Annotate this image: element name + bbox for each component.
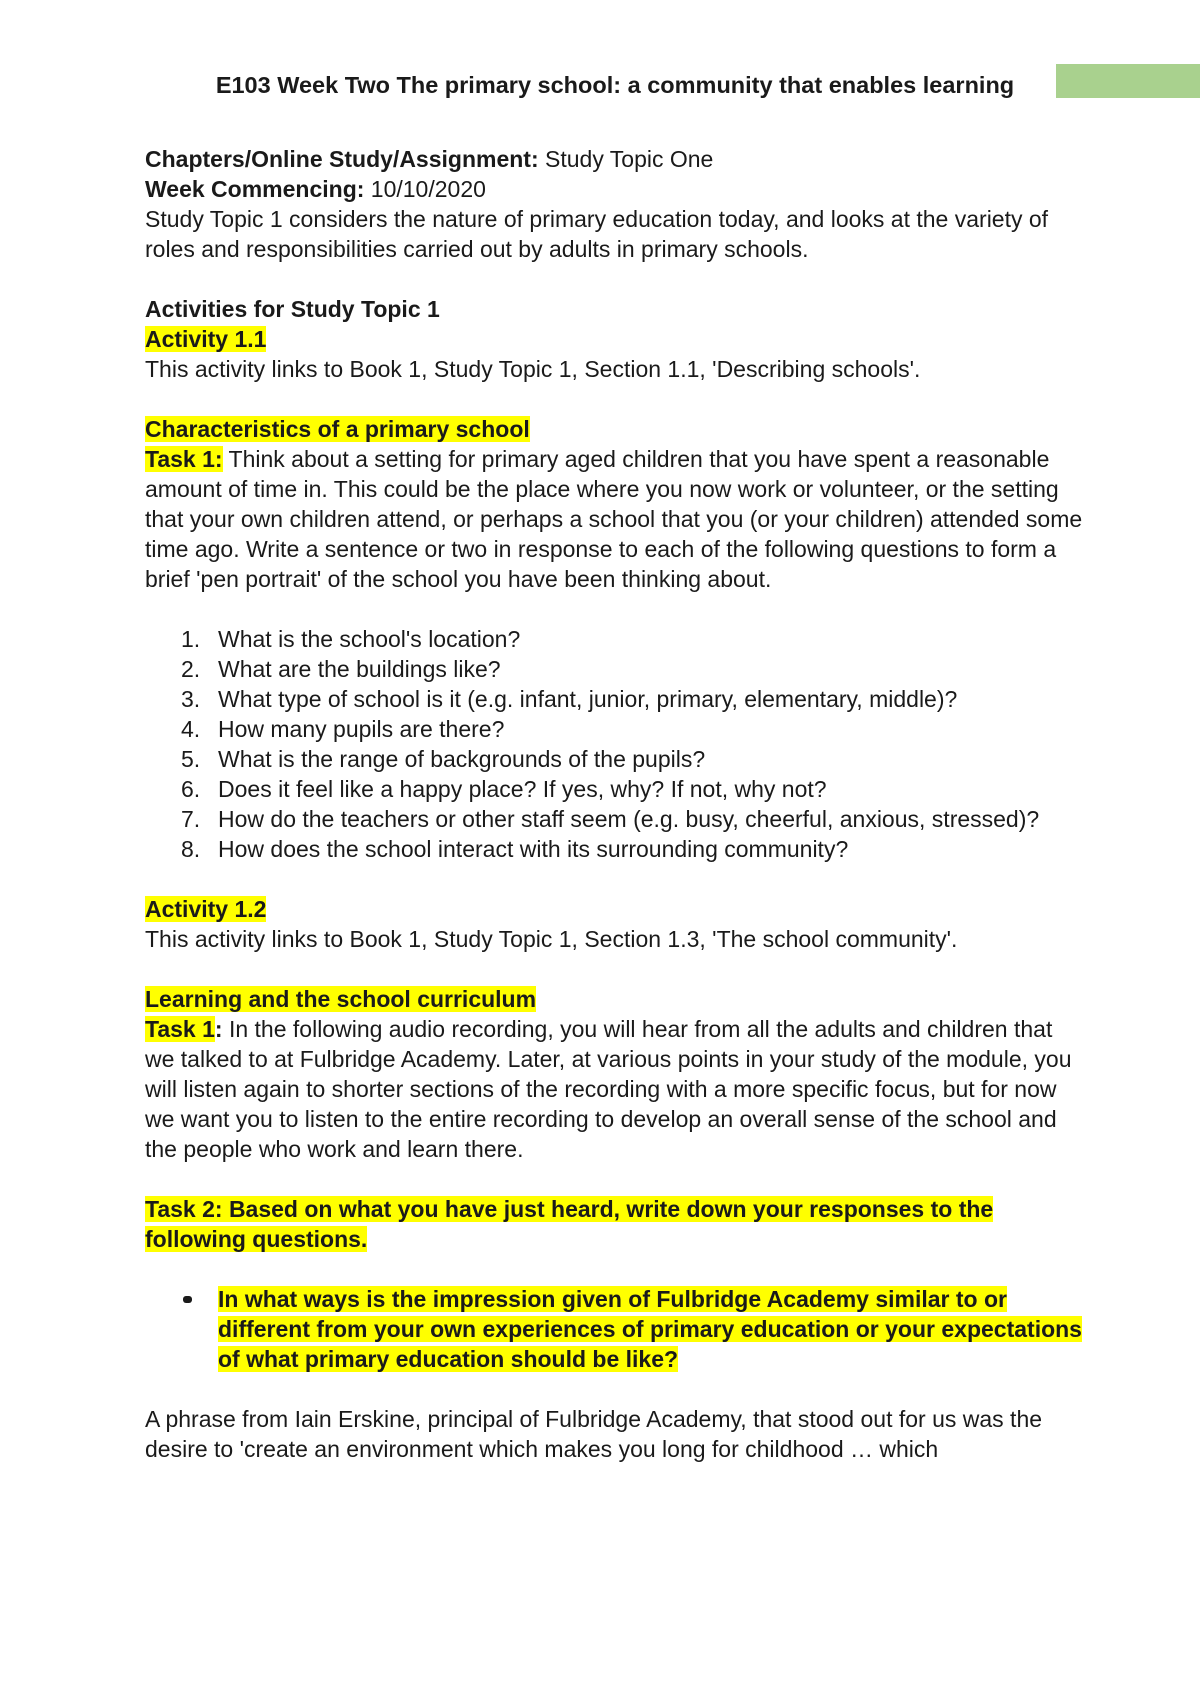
bullet-list — [145, 1284, 1085, 1374]
question-list — [145, 624, 1085, 864]
task-1-text: In the following audio recording, you will hear from all the adults and children that we talked to at Fulbridge Academy. Later, at various points in your study of the module, you will listen again to shorter sections of the recording with a more specific focus, but for now we want you to listen to the entire recording to develop an overall sense of the school and the people who work and learn there. — [145, 1016, 1072, 1162]
list-item-text: What is the school's location? — [218, 626, 521, 652]
list-item — [145, 744, 1085, 774]
list-number: 2. — [181, 656, 201, 682]
list-item — [145, 714, 1085, 744]
bullet-icon — [183, 1296, 192, 1303]
intro-paragraph: Study Topic 1 considers the nature of primary education today, and looks at the variety of roles and responsibilities carried out by adults in primary schools. — [145, 206, 1049, 262]
chapters-line — [145, 144, 1085, 174]
list-item — [145, 804, 1085, 834]
closing-paragraph: A phrase from Iain Erskine, principal of Fulbridge Academy, that stood out for us was the desire to 'create an environment which makes you long for childhood … which — [145, 1406, 1043, 1462]
task-2-prompt: Task 2: Based on what you have just heard, write down your responses to the following questions. — [145, 1196, 994, 1252]
list-item-text: What is the range of backgrounds of the pupils? — [218, 746, 706, 772]
list-number: 4. — [181, 716, 201, 742]
list-item-text: What type of school is it (e.g. infant, junior, primary, elementary, middle)? — [218, 686, 958, 712]
week-label: Week Commencing: — [145, 176, 365, 202]
list-number: 7. — [181, 806, 201, 832]
week-line — [145, 174, 1085, 204]
list-number: 6. — [181, 776, 201, 802]
activity-1-1-label: Activity 1.1 — [145, 326, 267, 352]
activity-1-1-link: This activity links to Book 1, Study Topic 1, Section 1.1, 'Describing schools'. — [145, 356, 921, 382]
list-item — [145, 624, 1085, 654]
list-item — [145, 654, 1085, 684]
section-heading-curriculum: Learning and the school curriculum — [145, 986, 537, 1012]
activity-1-2-link: This activity links to Book 1, Study Topic 1, Section 1.3, 'The school community'. — [145, 926, 958, 952]
document-body — [145, 144, 1085, 1464]
list-number: 8. — [181, 836, 201, 862]
list-number: 5. — [181, 746, 201, 772]
task-1-colon: : — [214, 1016, 223, 1042]
list-number: 1. — [181, 626, 201, 652]
activities-heading: Activities for Study Topic 1 — [145, 296, 440, 322]
week-value: 10/10/2020 — [364, 176, 486, 202]
list-item-text: Does it feel like a happy place? If yes, why? If not, why not? — [218, 776, 827, 802]
list-item-text: How many pupils are there? — [218, 716, 505, 742]
activity-1-1-task-1 — [145, 444, 1085, 594]
chapters-value: Study Topic One — [538, 146, 714, 172]
list-item — [145, 1284, 1085, 1374]
task-1-label: Task 1 — [145, 1016, 215, 1042]
task-1-text: Think about a setting for primary aged children that you have spent a reasonable amount of time in. This could be the place where you now work or volunteer, or the setting that your own children attend, or perhaps a school that you (or your children) attended some time ago. Write a sentence or two in response to each of the following questions to form a brief 'pen portrait' of the school you have been thinking about. — [145, 446, 1083, 592]
list-item — [145, 684, 1085, 714]
list-item-text: How does the school interact with its surrounding community? — [218, 836, 849, 862]
document-title: E103 Week Two The primary school: a community that enables learning — [215, 72, 1015, 98]
list-item-text: What are the buildings like? — [218, 656, 501, 682]
activity-1-2-task-1 — [145, 1014, 1085, 1164]
list-number: 3. — [181, 686, 201, 712]
list-item-text: In what ways is the impression given of Fulbridge Academy similar to or different from your own experiences of primary education or your expectations of what primary education should be like? — [218, 1286, 1082, 1372]
activity-1-2-label: Activity 1.2 — [145, 896, 267, 922]
list-item — [145, 774, 1085, 804]
task-1-label: Task 1: — [145, 446, 223, 472]
chapters-label: Chapters/Online Study/Assignment: — [145, 146, 539, 172]
list-item-text: How do the teachers or other staff seem (e.g. busy, cheerful, anxious, stressed)? — [218, 806, 1040, 832]
section-heading-characteristics: Characteristics of a primary school — [145, 416, 530, 442]
list-item — [145, 834, 1085, 864]
